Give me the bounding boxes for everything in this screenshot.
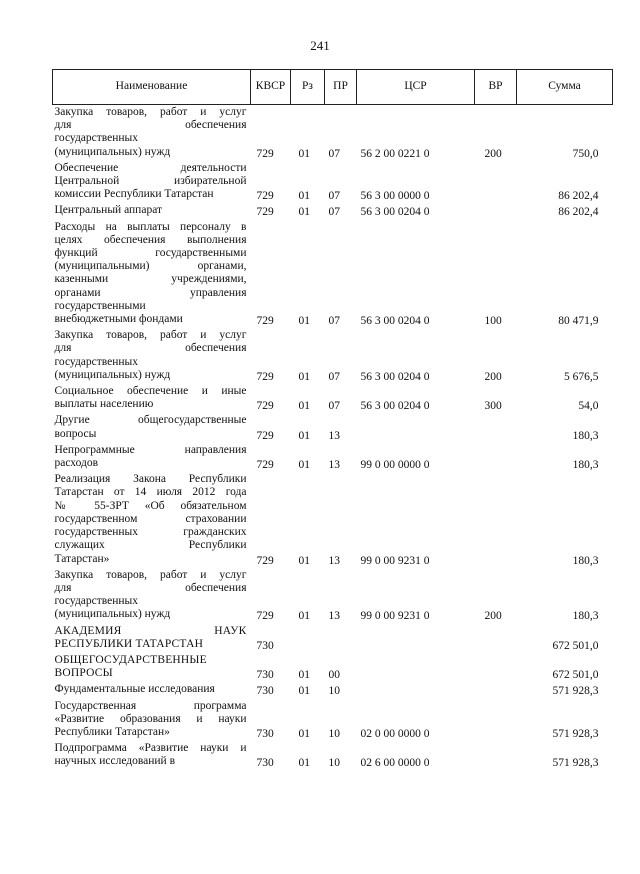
- row-name-line: Реализация Закона Республики: [54, 473, 247, 486]
- row-csr: 56 3 00 0204 0: [360, 400, 430, 413]
- row-name-line: Республики Татарстан»: [54, 725, 170, 738]
- header-pr: ПР: [325, 70, 357, 105]
- header-rz: Рз: [291, 70, 325, 105]
- header-name: Наименование: [53, 70, 251, 105]
- row-csr: [357, 682, 475, 698]
- row-csr: 56 3 00 0204 0: [360, 206, 430, 219]
- row-rz: 01: [298, 554, 310, 567]
- table-body: [53, 105, 613, 771]
- row-name: [53, 328, 251, 384]
- row-pr: 13: [328, 610, 340, 623]
- row-name-line: Подпрограмма «Развитие науки и: [54, 742, 247, 755]
- header-csr: ЦСР: [357, 70, 475, 105]
- row-name-line: государственных: [54, 355, 139, 368]
- row-name: [53, 384, 251, 413]
- table-row: [53, 161, 613, 204]
- row-name-line: Государственная программа: [54, 699, 247, 712]
- row-kvsr: 729: [256, 400, 274, 413]
- table-row: [53, 328, 613, 384]
- row-kvsr: 730: [256, 669, 274, 682]
- row-sum: 5 676,5: [564, 370, 599, 383]
- row-name-line: (муниципальных) нужд: [54, 608, 171, 621]
- row-name-line: Татарстан от 14 июля 2012 года: [54, 486, 247, 499]
- row-csr: 56 3 00 0204 0: [360, 315, 430, 328]
- row-vr: 200: [484, 370, 502, 383]
- row-name: [53, 682, 251, 698]
- table-row: [53, 682, 613, 698]
- row-pr: 00: [328, 669, 340, 682]
- row-kvsr: 729: [256, 315, 274, 328]
- row-name-line: для обеспечения: [54, 581, 247, 594]
- row-name-line: комиссии Республики Татарстан: [54, 188, 214, 201]
- row-name: [53, 161, 251, 204]
- row-csr: 02 0 00 0000 0: [360, 727, 430, 740]
- row-name-line: государственном страховании: [54, 512, 247, 525]
- row-vr: 200: [484, 610, 502, 623]
- row-name-line: государственными: [54, 299, 146, 312]
- row-kvsr: 730: [256, 639, 274, 652]
- row-vr: 300: [484, 400, 502, 413]
- row-name-line: ОБЩЕГОСУДАРСТВЕННЫЕ: [54, 653, 207, 666]
- row-pr: 07: [328, 400, 340, 413]
- row-csr: 99 0 00 0000 0: [360, 459, 430, 472]
- row-name-line: расходов: [54, 457, 99, 470]
- row-name-line: функций государственными: [54, 247, 247, 260]
- row-name: [53, 624, 251, 653]
- row-rz: 01: [298, 315, 310, 328]
- row-rz: 01: [298, 610, 310, 623]
- row-name-line: Расходы на выплаты персоналу в: [54, 220, 247, 233]
- page-number: 241: [310, 38, 330, 53]
- row-vr: [475, 472, 517, 567]
- row-sum: 86 202,4: [558, 206, 599, 219]
- header-sum: Сумма: [517, 70, 613, 105]
- row-sum: 672 501,0: [552, 639, 599, 652]
- row-sum: 180,3: [572, 429, 599, 442]
- table-row: [53, 443, 613, 472]
- row-pr: 13: [328, 429, 340, 442]
- row-vr: [475, 699, 517, 742]
- row-name-line: внебюджетными фондами: [54, 313, 183, 326]
- row-vr: [475, 203, 517, 219]
- row-name: [53, 105, 251, 161]
- row-name-line: государственных: [54, 595, 139, 608]
- table-row: [53, 384, 613, 413]
- row-name-line: АКАДЕМИЯ НАУК: [54, 624, 247, 637]
- row-pr: 07: [328, 370, 340, 383]
- row-name-line: Центральной избирательной: [54, 175, 247, 188]
- row-pr: 10: [328, 757, 340, 770]
- row-name-line: служащих Республики: [54, 539, 247, 552]
- row-name-line: (муниципальных) нужд: [54, 368, 171, 381]
- table-row: [53, 220, 613, 329]
- table-row: [53, 624, 613, 653]
- row-sum: 180,3: [572, 459, 599, 472]
- row-rz: 01: [298, 459, 310, 472]
- row-sum: 571 928,3: [552, 727, 599, 740]
- row-kvsr: 729: [256, 370, 274, 383]
- row-name-line: РЕСПУБЛИКИ ТАТАРСТАН: [54, 637, 204, 650]
- row-vr: [475, 682, 517, 698]
- table-row: [53, 699, 613, 742]
- row-rz: 01: [298, 757, 310, 770]
- row-kvsr: 730: [256, 727, 274, 740]
- row-pr: 07: [328, 190, 340, 203]
- row-name-line: казенными учреждениями,: [54, 273, 247, 286]
- row-kvsr: 729: [256, 429, 274, 442]
- row-name-line: целях обеспечения выполнения: [54, 233, 247, 246]
- table-row: [53, 105, 613, 161]
- row-csr: 99 0 00 9231 0: [360, 610, 430, 623]
- row-name-line: Центральный аппарат: [54, 204, 163, 217]
- row-kvsr: 730: [256, 757, 274, 770]
- row-name: [53, 568, 251, 624]
- row-vr: [475, 741, 517, 770]
- row-kvsr: 729: [256, 147, 274, 160]
- row-rz: 01: [298, 190, 310, 203]
- row-name: [53, 699, 251, 742]
- table-row: [53, 413, 613, 442]
- row-csr: [357, 413, 475, 442]
- row-name-line: Закупка товаров, работ и услуг: [54, 329, 247, 342]
- row-rz: 01: [298, 685, 310, 698]
- row-name-line: ВОПРОСЫ: [54, 667, 113, 680]
- row-vr: [475, 624, 517, 653]
- row-kvsr: 730: [256, 685, 274, 698]
- row-vr: [475, 161, 517, 204]
- row-kvsr: 729: [256, 554, 274, 567]
- row-sum: 180,3: [572, 554, 599, 567]
- table-row: [53, 568, 613, 624]
- row-vr: [475, 443, 517, 472]
- row-kvsr: 729: [256, 190, 274, 203]
- row-rz: 01: [298, 400, 310, 413]
- row-name-line: № 55-ЗРТ «Об обязательном: [54, 499, 247, 512]
- row-name-line: Непрограммные направления: [54, 443, 247, 456]
- row-name-line: Другие общегосударственные: [54, 414, 247, 427]
- row-name-line: «Развитие образования и науки: [54, 712, 247, 725]
- table-header-row: [53, 70, 613, 105]
- row-name: [53, 203, 251, 219]
- row-pr: 13: [328, 554, 340, 567]
- row-name-line: Социальное обеспечение и иные: [54, 385, 247, 398]
- table-row: [53, 741, 613, 770]
- row-name-line: Татарстан»: [54, 552, 110, 565]
- row-name-line: для обеспечения: [54, 342, 247, 355]
- row-sum: 54,0: [578, 400, 599, 413]
- table-row: [53, 653, 613, 682]
- row-pr: 07: [328, 147, 340, 160]
- row-name-line: выплаты населению: [54, 398, 154, 411]
- row-sum: 672 501,0: [552, 669, 599, 682]
- row-csr: [357, 624, 475, 653]
- row-csr: 02 6 00 0000 0: [360, 757, 430, 770]
- header-vr: ВР: [475, 70, 517, 105]
- row-name-line: Фундаментальные исследования: [54, 683, 215, 696]
- row-name-line: Обеспечение деятельности: [54, 161, 247, 174]
- row-csr: 56 2 00 0221 0: [360, 147, 430, 160]
- row-name-line: Закупка товаров, работ и услуг: [54, 106, 247, 118]
- row-name: [53, 443, 251, 472]
- row-sum: 180,3: [572, 610, 599, 623]
- row-vr: [475, 413, 517, 442]
- row-name-line: (муниципальными) органами,: [54, 260, 247, 273]
- row-csr: [357, 653, 475, 682]
- row-pr: [325, 624, 357, 653]
- row-sum: 750,0: [572, 147, 599, 160]
- row-rz: 01: [298, 206, 310, 219]
- budget-table: [52, 69, 613, 771]
- row-name-line: органами управления: [54, 286, 247, 299]
- row-sum: 571 928,3: [552, 757, 599, 770]
- row-pr: 07: [328, 315, 340, 328]
- row-vr: 100: [484, 315, 502, 328]
- header-kvsr: КВСР: [251, 70, 291, 105]
- row-csr: 56 3 00 0204 0: [360, 370, 430, 383]
- row-name-line: вопросы: [54, 427, 97, 440]
- row-name-line: для обеспечения: [54, 119, 247, 132]
- row-name: [53, 472, 251, 567]
- row-rz: 01: [298, 147, 310, 160]
- row-name-line: государственных гражданских: [54, 526, 247, 539]
- row-name-line: научных исследований в: [54, 755, 176, 768]
- row-csr: 56 3 00 0000 0: [360, 190, 430, 203]
- row-rz: 01: [298, 669, 310, 682]
- row-name-line: государственных: [54, 132, 139, 145]
- row-kvsr: 729: [256, 610, 274, 623]
- row-sum: 86 202,4: [558, 190, 599, 203]
- row-rz: [291, 624, 325, 653]
- row-vr: 200: [484, 147, 502, 160]
- row-name: [53, 741, 251, 770]
- row-name-line: Закупка товаров, работ и услуг: [54, 568, 247, 581]
- row-vr: [475, 653, 517, 682]
- row-rz: 01: [298, 370, 310, 383]
- row-name: [53, 413, 251, 442]
- row-rz: 01: [298, 727, 310, 740]
- row-csr: 99 0 00 9231 0: [360, 554, 430, 567]
- row-pr: 07: [328, 206, 340, 219]
- row-kvsr: 729: [256, 459, 274, 472]
- table-row: [53, 203, 613, 219]
- row-kvsr: 729: [256, 206, 274, 219]
- table-row: [53, 472, 613, 567]
- row-name-line: (муниципальных) нужд: [54, 145, 171, 158]
- row-sum: 571 928,3: [552, 685, 599, 698]
- row-name: [53, 220, 251, 329]
- row-pr: 10: [328, 685, 340, 698]
- row-rz: 01: [298, 429, 310, 442]
- row-pr: 10: [328, 727, 340, 740]
- row-sum: 80 471,9: [558, 315, 599, 328]
- row-name: [53, 653, 251, 682]
- row-pr: 13: [328, 459, 340, 472]
